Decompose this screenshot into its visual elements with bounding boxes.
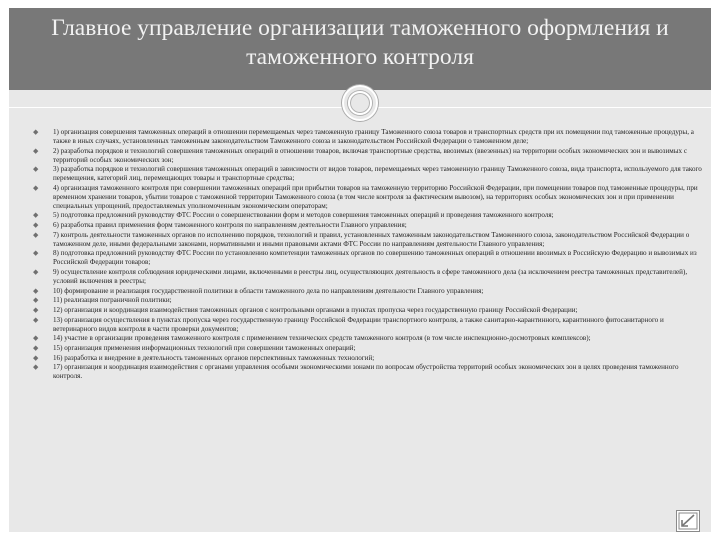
list-item: [33, 344, 705, 353]
list-item-text: 6) разработка правил применения форм таможенного контроля по направлениям деятельности Главного управления;: [53, 221, 407, 230]
list-item: [33, 128, 705, 146]
slide: [9, 8, 711, 532]
list-item: [33, 306, 705, 315]
diamond-bullet-icon: ◆: [33, 146, 39, 155]
slide-title: Главное управление организации таможенного оформления и таможенного контроля: [51, 15, 669, 70]
diamond-bullet-icon: ◆: [33, 221, 39, 230]
list-item: [33, 334, 705, 343]
list-item-text: 11) реализация пограничной политики;: [53, 296, 172, 305]
list-item: [33, 184, 705, 211]
title-bar: [9, 8, 711, 90]
list-item-text: 1) организация совершения таможенных операций в отношении перемещаемых через таможенную границу Таможенного союза товаров и транспортных средств при их помещении под таможенные процедуры, а также в иных случаях, установленных таможенным законодательством Таможенного союза и законодательством Российской Федерации о таможенном деле;: [53, 128, 694, 145]
list-item: [33, 249, 705, 267]
return-button[interactable]: [676, 510, 700, 532]
list-item: [33, 221, 705, 230]
diamond-bullet-icon: ◆: [33, 211, 39, 220]
list-item: [33, 287, 705, 296]
diamond-bullet-icon: ◆: [33, 305, 39, 314]
list-item-text: 10) формирование и реализация государственной политики в области таможенного дела по направлениям деятельности Главного управления;: [53, 286, 484, 295]
diamond-bullet-icon: ◆: [33, 230, 39, 239]
list-item: [33, 147, 705, 165]
list-item: [33, 354, 705, 363]
list-item-text: 8) подготовка предложений руководству ФТС России по установлению компетенции таможенных органов по совершению таможенных операций в отношении ввозимых в Российскую Федерацию и вывозимых из Российской Федерации товаров;: [53, 249, 697, 267]
diamond-bullet-icon: ◆: [33, 165, 39, 174]
diamond-bullet-icon: ◆: [33, 334, 39, 343]
emblem-circle-icon: [342, 85, 378, 121]
diamond-bullet-icon: ◆: [33, 267, 39, 276]
list-item-text: 14) участие в организации проведения таможенного контроля с применением технических средств таможенного контроля (в том числе инспекционно-досмотровых комплексов);: [53, 334, 591, 343]
list-item: [33, 231, 705, 249]
diamond-bullet-icon: ◆: [33, 183, 39, 192]
diamond-bullet-icon: ◆: [33, 344, 39, 352]
list-item-text: 3) разработка порядков и технологий совершения таможенных операций в зависимости от видов товаров, перемещаемых через таможенную границу Таможенного союза, вида транспорта, используемого для такого перемещения, категорий лиц, перемещающих товары и транспортные средства;: [53, 165, 702, 183]
diamond-bullet-icon: ◆: [33, 286, 39, 295]
diamond-bullet-icon: ◆: [33, 353, 39, 362]
diamond-bullet-icon: ◆: [33, 315, 39, 324]
list-item: [33, 211, 705, 220]
list-item-text: 2) разработка порядков и технологий совершения таможенных операций в отношении товаров, включая транспортные средства, ввозимых (ввезенных) на территории особых экономических зон и вывозимых с территорий особых экономических зон;: [53, 146, 688, 164]
diamond-bullet-icon: ◆: [33, 128, 39, 136]
list-item: [33, 268, 705, 286]
diamond-bullet-icon: ◆: [33, 296, 39, 305]
list-item: [33, 296, 705, 305]
return-arrow-icon: [677, 511, 699, 531]
content-list: [33, 128, 705, 382]
diamond-bullet-icon: ◆: [33, 363, 39, 372]
list-item-text: 9) осуществление контроля соблюдения юридическими лицами, включенными в реестры лиц, осуществляющих деятельность в сфере таможенного дела (за исключением реестра таможенных представителей), условий включения в реестры;: [53, 267, 688, 285]
list-item-text: 7) контроль деятельности таможенных органов по исполнению порядков, технологий и правил, установленных таможенным законодательством Таможенного союза, законодательством Российской Федерации о таможенном деле, иными федеральными законами, нормативными и иными правовыми актами ФТС России по направлениям деятельности Главного управления;: [53, 230, 690, 248]
diamond-bullet-icon: ◆: [33, 249, 39, 258]
emblem-ring: [348, 91, 372, 115]
list-item-text: 5) подготовка предложений руководству ФТС России о совершенствовании форм и методов совершения таможенных операций и проведения таможенного контроля;: [53, 211, 554, 220]
list-item-text: 17) организация и координация взаимодействия с органами управления особыми экономическими зонами по вопросам обустройства территорий особых экономических зон в целях проведения таможенного контроля.: [53, 363, 679, 381]
list-item: [33, 165, 705, 183]
list-item-text: 12) организация и координация взаимодействия таможенных органов с контрольными органами в пунктах пропуска через государственную границу Российской Федерации;: [53, 305, 578, 314]
list-item-text: 16) разработка и внедрение в деятельность таможенных органов перспективных таможенных технологий;: [53, 353, 375, 362]
list-item-text: 13) организация осуществления в пунктах пропуска через государственную границу Российской Федерации транспортного контроля, а также санитарно-карантинного, карантинного фитосанитарного и ветеринарного видов контроля в части проверки документов;: [53, 315, 664, 333]
list-item: [33, 363, 705, 381]
list-item-text: 15) организация применения информационных технологий при совершении таможенных операций;: [53, 344, 356, 352]
list-item-text: 4) организация таможенного контроля при совершении таможенных операций при прибытии товаров на таможенную территорию Российской Федерации, при помещении товаров под таможенные процедуры, при временном хранении товаров, убытии товаров с таможенной территории Таможенного союза (в том числе контроля за фактическим вывозом), на территориях особых экономических зон и при применении специальных упрощений, предоставляемых уполномоченным экономическим операторам;: [53, 183, 698, 210]
list-item: [33, 316, 705, 334]
